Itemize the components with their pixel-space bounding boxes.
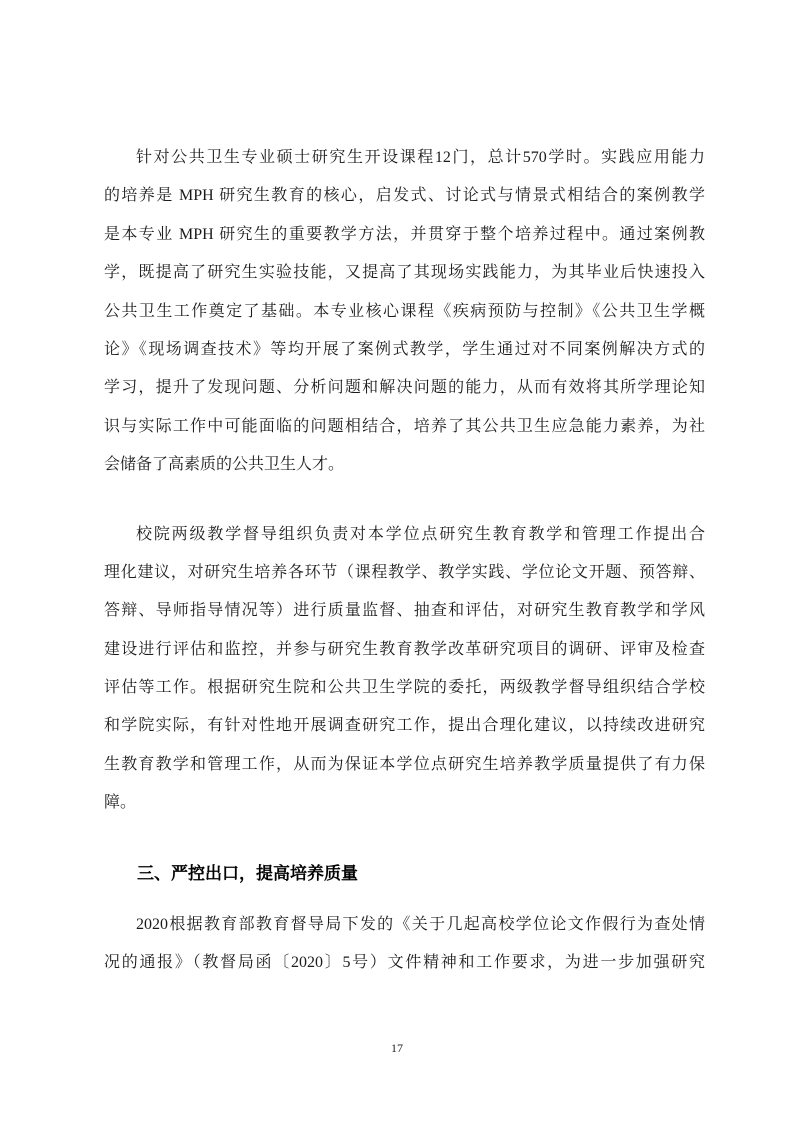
- text-line: 评估等工作。根据研究生院和公共卫生学院的委托，两级教学督导组织结合学校: [104, 679, 705, 697]
- text-line: 和学院实际，有针对性地开展调查研究工作，提出合理化建议，以持续改进研究: [104, 717, 705, 735]
- text-line: 会储备了高素质的公共卫生人才。: [104, 456, 345, 474]
- paragraph: [104, 139, 705, 485]
- text-line: 学，既提高了研究生实验技能，又提高了其现场实践能力，为其毕业后快速投入: [104, 264, 705, 282]
- text-line: 校院两级教学督导组织负责对本学位点研究生教育教学和管理工作提出合: [136, 525, 705, 543]
- text-content: [104, 0, 705, 982]
- text-line: 论》《现场调查技术》等均开展了案例式教学，学生通过对不同案例解决方式的: [104, 340, 705, 358]
- text-line: 2020根据教育部教育督导局下发的《关于几起高校学位论文作假行为查处情: [136, 915, 705, 933]
- text-line: 学习，提升了发现问题、分析问题和解决问题的能力，从而有效将其所学理论知: [104, 379, 705, 397]
- text-line: 识与实际工作中可能面临的问题相结合，培养了其公共卫生应急能力素养，为社: [104, 417, 705, 435]
- section-heading: 三、严控出口，提高培养质量: [137, 863, 358, 883]
- text-line: 针对公共卫生专业硕士研究生开设课程12门，总计570学时。实践应用能力: [136, 149, 705, 166]
- paragraph: [104, 906, 705, 983]
- text-line: 是本专业 MPH 研究生的重要教学方法，并贯穿于整个培养过程中。通过案例教: [104, 225, 705, 243]
- paragraph: [104, 516, 705, 823]
- text-line: 答辩、导师指导情况等）进行质量监督、抽查和评估，对研究生教育教学和学风: [104, 602, 705, 620]
- text-line: 的培养是 MPH 研究生教育的核心，启发式、讨论式与情景式相结合的案例教学: [104, 187, 705, 205]
- text-line: 公共卫生工作奠定了基础。本专业核心课程《疾病预防与控制》《公共卫生学概: [104, 302, 705, 320]
- page-number: 17: [391, 1041, 403, 1055]
- text-line: 理化建议，对研究生培养各环节（课程教学、教学实践、学位论文开题、预答辩、: [104, 563, 705, 581]
- text-line: 况的通报》（教督局函〔2020〕5号）文件精神和工作要求，为进一步加强研究: [104, 954, 705, 972]
- text-line: 生教育教学和管理工作，从而为保证本学位点研究生培养教学质量提供了有力保: [104, 755, 705, 773]
- text-line: 建设进行评估和监控，并参与研究生教育教学改革研究项目的调研、评审及检查: [104, 640, 705, 658]
- text-line: 障。: [104, 794, 137, 812]
